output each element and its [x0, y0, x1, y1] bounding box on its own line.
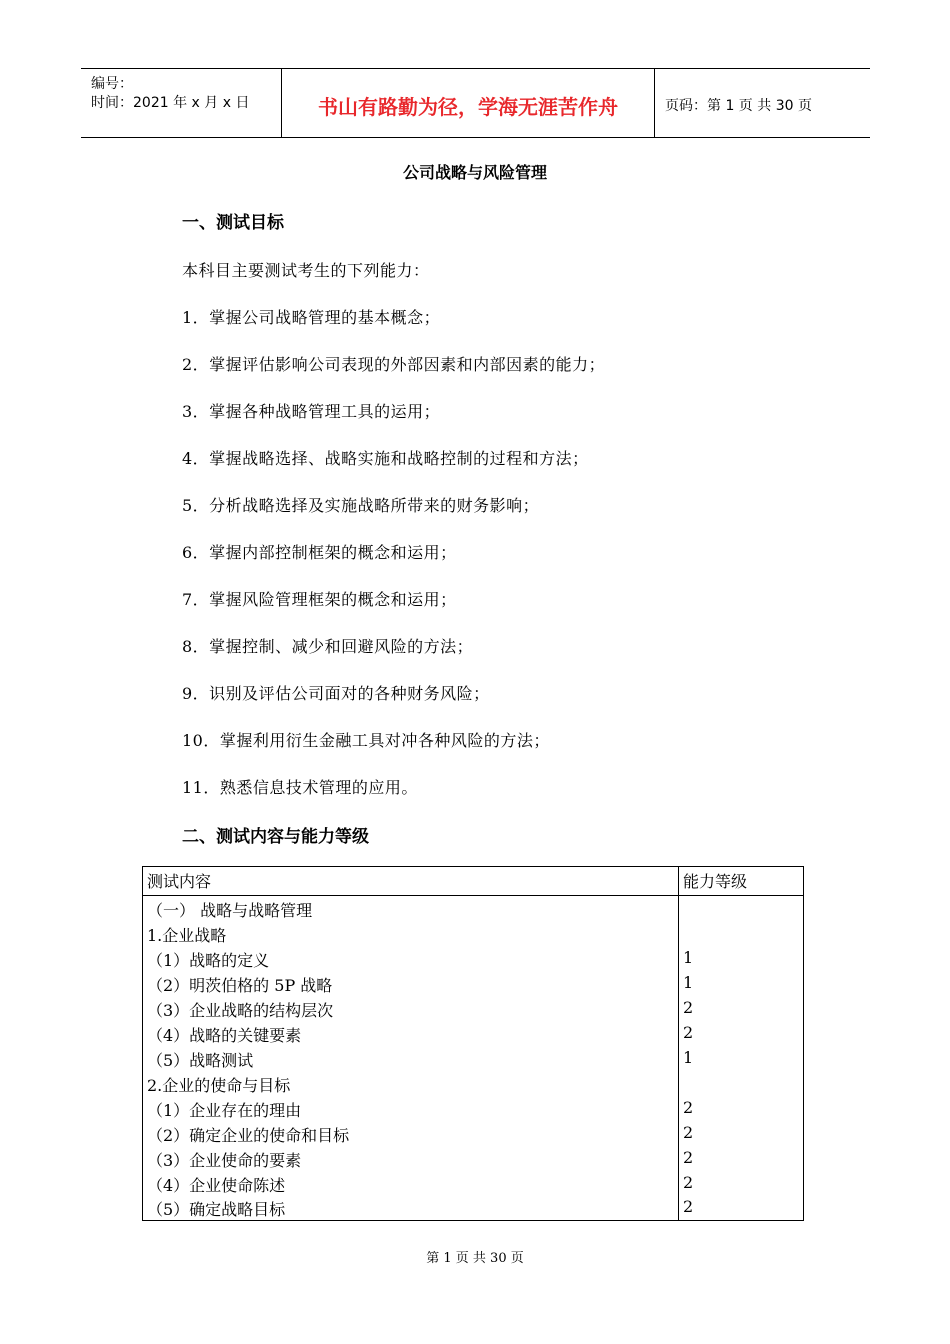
header-page-cell	[655, 69, 870, 137]
page-header	[81, 68, 870, 138]
table-header-level: 能力等级	[683, 872, 748, 891]
row-level: 2	[683, 1148, 694, 1167]
row-content: （1）战略的定义	[147, 951, 270, 970]
row-level: 2	[683, 1098, 694, 1117]
objective-item: 9．识别及评估公司面对的各种财务风险；	[182, 684, 490, 703]
objective-item: 8．掌握控制、减少和回避风险的方法；	[182, 637, 474, 656]
row-level: 1	[683, 1048, 694, 1067]
row-content: （3）企业战略的结构层次	[147, 1001, 334, 1020]
row-level: 1	[683, 973, 694, 992]
table-row	[143, 1073, 803, 1098]
objective-item: 11．熟悉信息技术管理的应用。	[182, 778, 418, 797]
table-row	[143, 898, 803, 923]
header-info-cell	[81, 69, 281, 137]
serial-label: 编号：	[91, 76, 133, 92]
row-level: 2	[683, 1173, 694, 1192]
row-content: （5）确定战略目标	[147, 1200, 286, 1219]
table-row	[143, 923, 803, 948]
table-header-content: 测试内容	[147, 872, 212, 891]
time-label: 时间：2021 年 x 月 x 日	[91, 95, 250, 111]
row-level: 2	[683, 1123, 694, 1142]
content-level-table	[142, 866, 804, 1221]
row-content: （1）企业存在的理由	[147, 1101, 302, 1120]
table-row	[143, 1197, 803, 1222]
objective-item: 5．分析战略选择及实施战略所带来的财务影响；	[182, 496, 540, 515]
row-level: 2	[683, 998, 694, 1017]
row-content: （4）企业使命陈述	[147, 1176, 286, 1195]
row-content: （4）战略的关键要素	[147, 1026, 302, 1045]
row-content: （2）确定企业的使命和目标	[147, 1126, 350, 1145]
table-row	[143, 948, 803, 973]
page-footer: 第 1 页 共 30 页	[426, 1251, 524, 1266]
row-content: （一） 战略与战略管理	[147, 901, 313, 920]
section-heading-content: 二、测试内容与能力等级	[182, 827, 369, 847]
objective-item: 7．掌握风险管理框架的概念和运用；	[182, 590, 457, 609]
table-row	[143, 1123, 803, 1148]
row-level: 2	[683, 1197, 694, 1216]
header-motto-cell	[281, 69, 655, 137]
table-header-row	[143, 867, 803, 892]
objective-item: 2．掌握评估影响公司表现的外部因素和内部因素的能力；	[182, 355, 606, 374]
table-row	[143, 973, 803, 998]
objective-item: 4．掌握战略选择、战略实施和战略控制的过程和方法；	[182, 449, 589, 468]
motto-text: 书山有路勤为径，学海无涯苦作舟	[318, 95, 618, 119]
section-heading-objectives: 一、测试目标	[182, 213, 284, 233]
objective-item: 1．掌握公司战略管理的基本概念；	[182, 308, 441, 327]
table-row	[143, 1048, 803, 1073]
row-level: 2	[683, 1023, 694, 1042]
row-content: （2）明茨伯格的 5P 战略	[147, 976, 333, 995]
page-code: 页码：第 1 页 共 30 页	[665, 98, 812, 114]
objective-item: 10．掌握利用衍生金融工具对冲各种风险的方法；	[182, 731, 550, 750]
table-row	[143, 1148, 803, 1173]
objective-item: 6．掌握内部控制框架的概念和运用；	[182, 543, 457, 562]
row-level: 1	[683, 948, 694, 967]
table-row	[143, 1098, 803, 1123]
objective-item: 3．掌握各种战略管理工具的运用；	[182, 402, 441, 421]
row-content: （5）战略测试	[147, 1051, 254, 1070]
document-title: 公司战略与风险管理	[402, 163, 547, 182]
row-content: （3）企业使命的要素	[147, 1151, 302, 1170]
table-row	[143, 998, 803, 1023]
row-content: 1.企业战略	[147, 926, 227, 945]
table-row	[143, 1023, 803, 1048]
section-intro: 本科目主要测试考生的下列能力：	[182, 261, 430, 280]
table-header-divider	[143, 895, 803, 896]
row-content: 2.企业的使命与目标	[147, 1076, 291, 1095]
table-row	[143, 1173, 803, 1198]
